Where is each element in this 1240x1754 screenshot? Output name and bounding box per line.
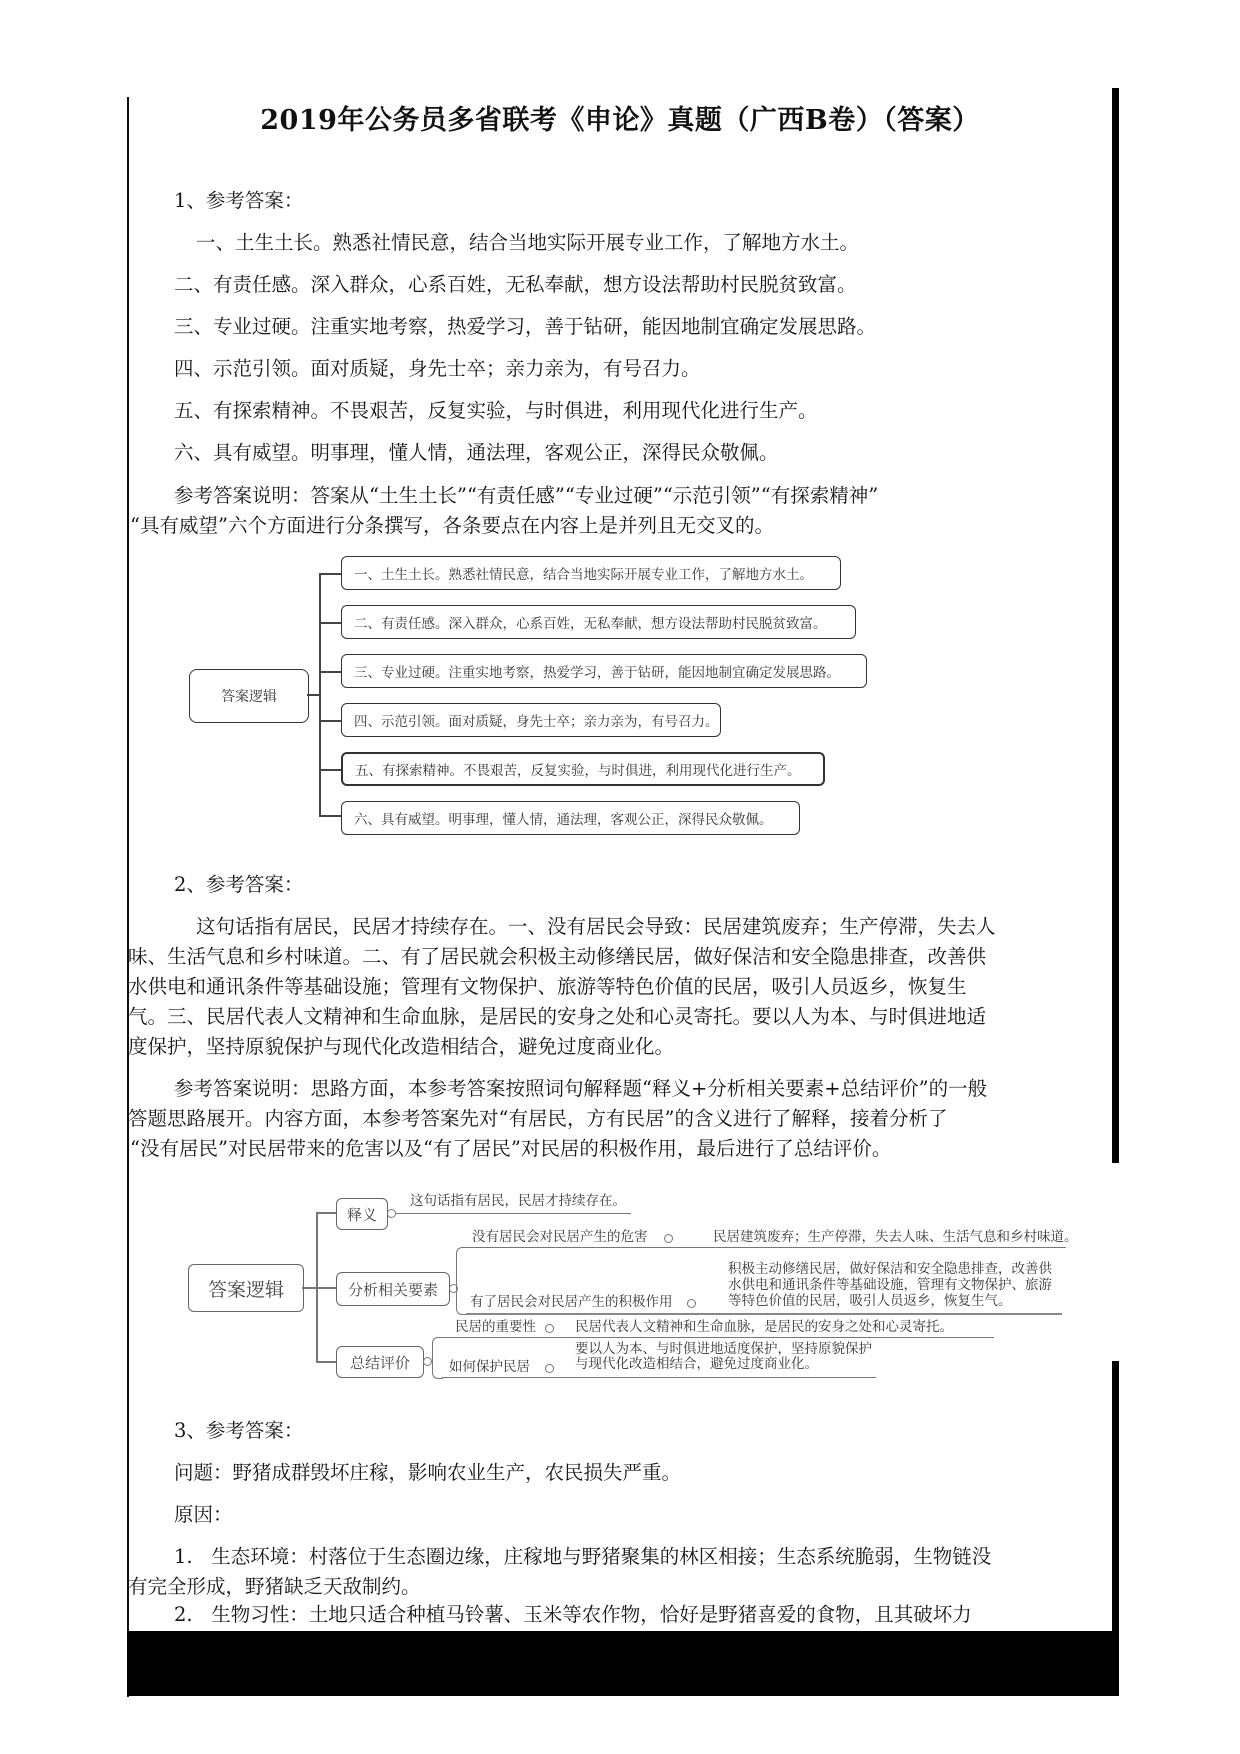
q3-problem: 问题：野猪成群毁坏庄稼，影响农业生产，农民损失严重。: [174, 1461, 682, 1484]
mindmap-connector: [319, 815, 341, 817]
mindmap-connector: [316, 1287, 336, 1289]
mindmap-branch-analysis: 分析相关要素: [336, 1272, 450, 1306]
q1-heading: 1、参考答案：: [174, 189, 304, 212]
q2-explanation-line-1: 参考答案说明：思路方面，本参考答案按照词句解释题“释义+分析相关要素+总结评价”的一般: [174, 1077, 988, 1100]
mindmap-node-5: 五、有探索精神。不畏艰苦，反复实验，与时俱进，利用现代化进行生产。: [341, 752, 825, 786]
collapse-circle-icon: [664, 1234, 673, 1243]
mindmap-bracket: [432, 1337, 443, 1379]
q1-point-1: 一、土生土长。熟悉社情民意，结合当地实际开展专业工作，了解地方水土。: [196, 231, 860, 254]
collapse-circle-icon: [545, 1324, 554, 1333]
collapse-circle-icon: [423, 1357, 432, 1366]
mindmap-node-4: 四、示范引领。面对质疑，身先士卒；亲力亲为，有号召力。: [341, 703, 721, 737]
page-right-scan-bar: [1112, 88, 1119, 1163]
q1-point-3: 三、专业过硬。注重实地考察，热爱学习，善于钻研，能因地制宜确定发展思路。: [174, 315, 877, 338]
importance-label: 民居的重要性: [455, 1319, 536, 1335]
mindmap-branch-summary: 总结评价: [336, 1346, 424, 1378]
q3-cause-2-line-1: 2. 生物习性：土地只适合种植马铃薯、玉米等农作物，恰好是野猪喜爱的食物，且其破坏力: [174, 1603, 972, 1626]
mindmap-connector: [396, 1213, 631, 1214]
mindmap-connector: [302, 1287, 316, 1289]
q2-explanation-line-2: 答题思路展开。内容方面，本参考答案先对“有居民，方有民居”的含义进行了解释，接着分析了: [128, 1107, 948, 1130]
q1-point-6: 六、具有威望。明事理，懂人情，通法理，客观公正，深得民众敬佩。: [174, 441, 779, 464]
mindmap-root-node: 答案逻辑: [188, 1264, 304, 1312]
mindmap-branch-definition: 释义: [336, 1198, 388, 1230]
document-title: 2019年公务员多省联考《申论》真题（广西B卷）（答案）: [260, 105, 980, 136]
mindmap-node-3: 三、专业过硬。注重实地考察，热爱学习，善于钻研，能因地制宜确定发展思路。: [341, 654, 867, 688]
benefit-line-2: 水供电和通讯条件等基础设施，管理有文物保护、旅游: [728, 1277, 1052, 1293]
protect-label: 如何保护民居: [449, 1359, 530, 1375]
mindmap-connector: [442, 1377, 876, 1378]
mindmap-connector: [316, 1212, 336, 1214]
protect-line-2: 与现代化改造相结合，避免过度商业化。: [575, 1356, 818, 1372]
q3-causes-label: 原因：: [174, 1503, 233, 1526]
q1-point-2: 二、有责任感。深入群众，心系百姓，无私奉献，想方设法帮助村民脱贫致富。: [174, 273, 857, 296]
q1-explanation-line-1: 参考答案说明：答案从“土生土长”“有责任感”“专业过硬”“示范引领”“有探索精神”: [174, 484, 879, 507]
harm-label: 没有居民会对民居产生的危害: [472, 1229, 648, 1245]
protect-line-1: 要以人为本、与时俱进地适度保护，坚持原貌保护: [575, 1341, 872, 1357]
mindmap-connector: [466, 1313, 1062, 1315]
q2-answer-line-3: 水供电和通讯条件等基础设施；管理有文物保护、旅游等特色价值的民居，吸引人员返乡，恢复生: [128, 975, 967, 998]
definition-text: 这句话指有居民，民居才持续存在。: [410, 1193, 626, 1209]
mindmap-connector: [316, 1361, 336, 1363]
q3-cause-1-line-1: 1. 生态环境：村落位于生态圈边缘，庄稼地与野猪聚集的林区相接；生态系统脆弱，生物链没: [174, 1545, 992, 1568]
benefit-line-1: 积极主动修缮民居，做好保洁和安全隐患排查，改善供: [728, 1261, 1052, 1277]
collapse-circle-icon: [387, 1209, 396, 1218]
mindmap-node-2: 二、有责任感。深入群众，心系百姓，无私奉献，想方设法帮助村民脱贫致富。: [341, 605, 856, 639]
benefit-label: 有了居民会对民居产生的积极作用: [470, 1294, 673, 1310]
q3-cause-1-line-2: 有完全形成，野猪缺乏天敌制约。: [128, 1575, 421, 1598]
collapse-circle-icon: [687, 1299, 696, 1308]
mindmap-connector: [319, 671, 341, 673]
q2-explanation-line-3: “没有居民”对民居带来的危害以及“有了居民”对民居的积极作用，最后进行了总结评价。: [130, 1137, 892, 1160]
mindmap-node-6: 六、具有威望。明事理，懂人情，通法理，客观公正，深得民众敬佩。: [341, 801, 800, 835]
q1-explanation-line-2: “具有威望”六个方面进行分条撰写，各条要点在内容上是并列且无交叉的。: [130, 514, 774, 537]
mindmap-connector: [319, 573, 341, 575]
mindmap-connector: [466, 1247, 1066, 1248]
mindmap-trunk: [319, 573, 321, 815]
mindmap-bracket: [456, 1247, 467, 1315]
mindmap-connector: [319, 769, 341, 771]
q2-heading: 2、参考答案：: [174, 873, 304, 896]
mindmap-connector: [319, 622, 341, 624]
page-bottom-redaction-block: [127, 1631, 1119, 1696]
importance-text: 民居代表人文精神和生命血脉，是居民的安身之处和心灵寄托。: [575, 1319, 953, 1335]
q1-point-4: 四、示范引领。面对质疑，身先士卒；亲力亲为，有号召力。: [174, 357, 701, 380]
mindmap-node-1: 一、土生土长。熟悉社情民意，结合当地实际开展专业工作，了解地方水土。: [341, 556, 841, 590]
q2-answer-line-5: 度保护，坚持原貌保护与现代化改造相结合，避免过度商业化。: [128, 1035, 675, 1058]
mindmap-connector: [442, 1337, 994, 1338]
page-left-border: [127, 97, 129, 1697]
harm-text: 民居建筑废弃；生产停滞，失去人味、生活气息和乡村味道。: [713, 1229, 1078, 1245]
mindmap-root-node: 答案逻辑: [189, 669, 309, 723]
q2-answer-line-1: 这句话指有居民，民居才持续存在。一、没有居民会导致：民居建筑废弃；生产停滞，失去人: [196, 915, 996, 938]
collapse-circle-icon: [545, 1364, 554, 1373]
q3-heading: 3、参考答案：: [174, 1419, 304, 1442]
q2-answer-line-2: 味、生活气息和乡村味道。二、有了居民就会积极主动修缮民居，做好保洁和安全隐患排查，改善供: [128, 945, 987, 968]
mindmap-connector: [319, 720, 341, 722]
q2-answer-line-4: 气。三、民居代表人文精神和生命血脉，是居民的安身之处和心灵寄托。要以人为本、与时俱进地适: [128, 1005, 987, 1028]
q1-point-5: 五、有探索精神。不畏艰苦，反复实验，与时俱进，利用现代化进行生产。: [174, 399, 818, 422]
benefit-line-3: 等特色价值的民居，吸引人员返乡，恢复生气。: [728, 1293, 1012, 1309]
